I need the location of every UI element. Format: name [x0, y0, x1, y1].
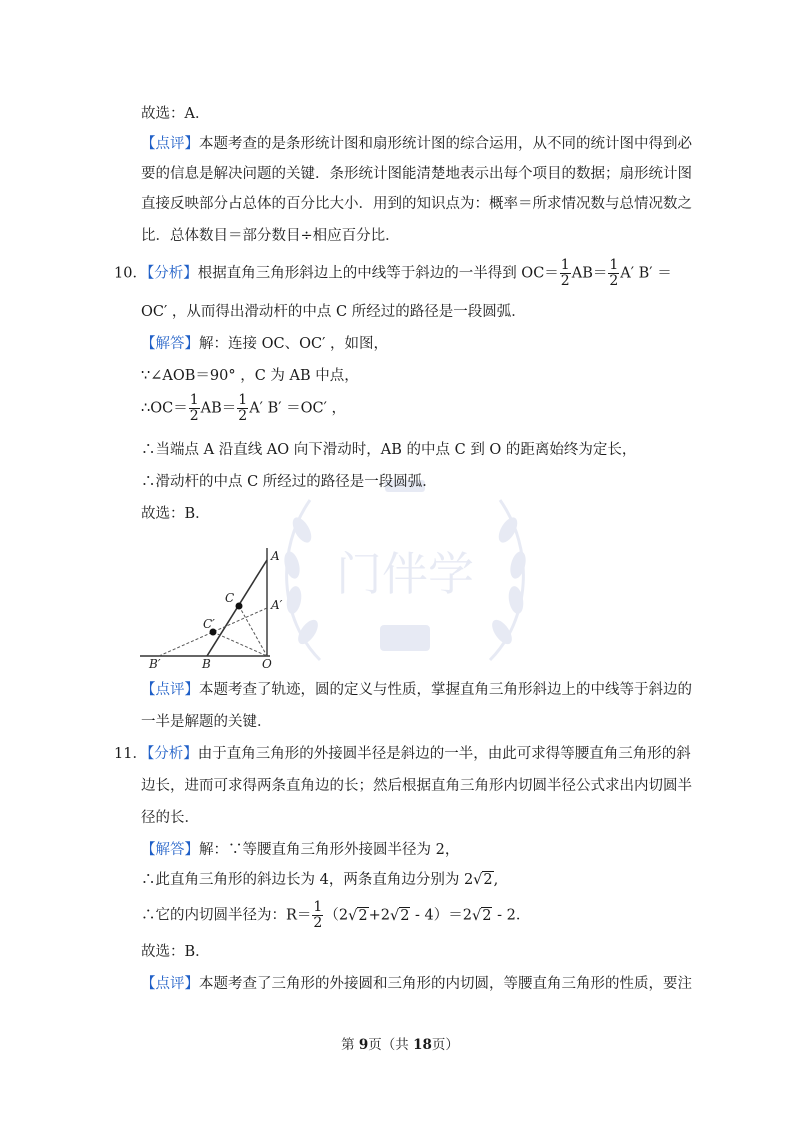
label-C2: C′: [203, 617, 215, 631]
sqrt-two: √2: [348, 907, 368, 924]
sqrt-two: √2: [389, 907, 410, 924]
fraction-half: $\frac{1}{2}$: [560, 257, 570, 289]
label-C: C: [225, 591, 235, 605]
q10-comment-line-2: 一半是解题的关键．: [141, 714, 272, 730]
comment-prev-line-2: 要的信息是解决问题的关键．条形统计图能清楚地表示出每个项目的数据；扇形统计图: [141, 166, 692, 182]
q10-answer-line-5: ∴滑动杆的中点 C 所经过的路径是一段圆弧．: [141, 474, 437, 490]
svg-text:门伴学: 门伴学: [336, 547, 474, 601]
comment-prev-line-3: 直接反映部分占总体的百分比大小．用到的知识点为：概率＝所求情况数与总情况数之: [141, 196, 692, 212]
q11-answer-line-1: 【解答】解：∵等腰直角三角形外接圆半径为 2，: [141, 842, 460, 858]
comment-tag: 【点评】: [141, 136, 199, 152]
q10-choice: 故选：B．: [141, 506, 210, 522]
fraction-half: $\frac{1}{2}$: [238, 392, 248, 424]
q10-comment-line-1: 【点评】本题考查了轨迹，圆的定义与性质，掌握直角三角形斜边上的中线等于斜边的: [141, 682, 692, 698]
q11-analysis-line-3: 径的长．: [141, 810, 199, 826]
page-total: 18: [413, 1037, 432, 1053]
q10-answer-line-3: ∴OC＝ $\frac{1}{2}$ AB＝ $\frac{1}{2}$ A′ B′ ＝OC′ ，: [141, 392, 347, 424]
page-number: 9: [358, 1037, 369, 1053]
label-A2: A′: [271, 598, 283, 612]
fraction-half: $\frac{1}{2}$: [609, 257, 619, 289]
comment-tag: 【点评】: [141, 682, 199, 698]
fraction-half: $\frac{1}{2}$: [313, 899, 323, 931]
label-B2: B′: [149, 657, 161, 670]
q11-answer-line-2: ∴此直角三角形的斜边长为 4，两条直角边分别为 2√2,: [141, 872, 499, 888]
q11-analysis-line-1: 11．【分析】由于直角三角形的外接圆半径是斜边的一半，由此可求得等腰直角三角形的斜: [114, 746, 691, 762]
analysis-tag: 【分析】: [146, 746, 198, 762]
label-O: O: [262, 657, 272, 670]
label-B: B: [202, 657, 211, 670]
question-number: 10．: [114, 265, 147, 282]
q10-answer-line-4: ∴当端点 A 沿直线 AO 向下滑动时，AB 的中点 C 到 O 的距离始终为定长，: [141, 442, 637, 458]
watermark-logo: [260, 460, 550, 700]
segment-OC2: [213, 632, 267, 656]
analysis-tag: 【分析】: [146, 265, 198, 282]
point-C: [236, 603, 243, 610]
page-footer: 第 9页（共 18页）: [341, 1037, 459, 1053]
q10-answer-line-2: ∵∠AOB＝90° ，C 为 AB 中点，: [141, 368, 359, 384]
question-number: 11．: [114, 746, 147, 762]
fraction-half: $\frac{1}{2}$: [189, 392, 199, 424]
choice-line-prev: 故选：A．: [141, 106, 210, 122]
q11-choice: 故选：B．: [141, 944, 210, 960]
q11-analysis-line-2: 边长，进而可求得两条直角边的长；然后根据直角三角形内切圆半径公式求出内切圆半: [141, 778, 692, 794]
sqrt-two: √2: [472, 907, 492, 924]
geometry-figure: [135, 540, 295, 670]
comment-tag: 【点评】: [141, 976, 199, 992]
answer-tag: 【解答】: [141, 842, 199, 858]
q10-analysis-line-2: OC′ ，从而得出滑动杆的中点 C 所经过的路径是一段圆弧．: [141, 304, 526, 320]
segment-OC: [239, 606, 267, 656]
comment-prev-line-1: 【点评】本题考查的是条形统计图和扇形统计图的综合运用，从不同的统计图中得到必: [141, 136, 692, 152]
q11-comment-line-1: 【点评】本题考查了三角形的外接圆和三角形的内切圆，等腰直角三角形的性质，要注: [141, 976, 692, 992]
comment-prev-line-4: 比．总体数目＝部分数目÷相应百分比．: [141, 228, 400, 244]
label-A: A: [271, 549, 280, 563]
answer-tag: 【解答】: [141, 336, 199, 352]
q10-answer-line-1: 【解答】解：连接 OC、OC′ ，如图，: [141, 336, 388, 352]
q10-analysis-line-1: 10．【分析】根据直角三角形斜边上的中线等于斜边的一半得到 OC＝ $\frac{1}{2}$ AB＝ $\frac{1}{2}$ A′ B′ ＝: [114, 257, 672, 289]
sqrt-two: √2: [473, 872, 493, 888]
q11-answer-line-3: ∴它的内切圆半径为：R＝ $\frac{1}{2}$ （2√2+2√2 - 4）＝2√2 - 2．: [141, 899, 531, 931]
